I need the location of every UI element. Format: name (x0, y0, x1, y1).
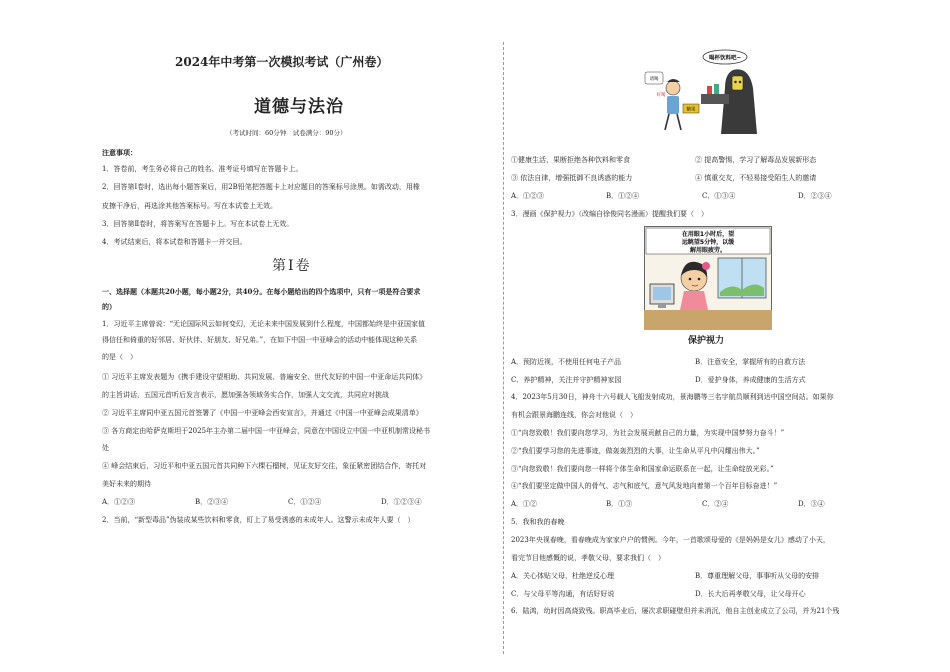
q2-option-c: C．①③④ (702, 192, 736, 200)
monitor-stand (658, 304, 666, 308)
note-line: 皮擦干净后，再选涂其他答案标号。写在本试卷上无效。 (102, 202, 277, 210)
q2-option-a: A．①②③ (511, 192, 545, 200)
q3-option-b: B．注意安全，掌握所有的自救方法 (695, 358, 806, 366)
q1-option-c: C．①②④ (288, 498, 322, 506)
q5-title: 5．我和我的春晚 (511, 518, 565, 526)
column-divider (503, 42, 504, 654)
section-heading: 一、选择题（本题共20小题，每小题2分，共40分。在每小题给出的四个选项中，只有一项是符合要求 (102, 287, 421, 296)
comic-caption: 保护视力 (688, 336, 725, 346)
notes-title: 注意事项： (102, 148, 137, 157)
q1-line: 处 (102, 444, 109, 452)
q4-line: ④“我们要坚定做中国人的骨气、志气和底气，意气风发地向着第一个百年目标奋进！” (511, 482, 778, 490)
q3-stem: 3．漫画《保护视力》（改编自徐俊同名漫画）提醒我们要（ ） (511, 210, 708, 218)
drink-can (707, 86, 712, 94)
speech-line: 在用眼1小时后，望 (681, 231, 735, 238)
q3-option-d: D．爱护身体，养成健康的生活方式 (695, 376, 806, 384)
child-body (667, 96, 679, 114)
q1-line: 美好未来的期待 (102, 480, 151, 488)
q2-stem: 2．当前，“新型毒品”伪装成某些饮料和零食，盯上了易受诱惑的未成年人。这警示未成年人要（ ） (102, 516, 415, 524)
q2-option-b: B．①②④ (606, 192, 640, 200)
subject-title: 道德与法治 (254, 97, 344, 117)
desk (644, 310, 772, 330)
q4-option-b: B．①③ (606, 500, 633, 508)
q5-option-b: B．尊重理解父母，事事听从父母的安排 (695, 572, 820, 580)
q2-choice-4: ④ 慎重交友，不轻易接受陌生人的邀请 (695, 174, 817, 182)
q1-line: 1．习近平主席曾说：“无论国际风云如何变幻，无论未来中国发展到什么程度，中国都始终是中亚国家值 (102, 320, 426, 328)
girl-dress (680, 291, 708, 310)
section-heading-cont: 的） (102, 302, 116, 311)
q2-choice-3: ③ 依法自律，增强抵御不良诱惑的能力 (511, 174, 633, 182)
bubble-text: 喝杯饮料吧~ (708, 55, 742, 62)
q4-line: ①“向您致敬！我们要向您学习，为社会发展贡献自己的力量，为实现中国梦努力奋斗！” (511, 429, 785, 437)
q1-line: ② 习近平主席同中亚五国元首签署了《中国一中亚峰会西安宣言》，并通过《中国一中亚峰会成果清单》 (102, 409, 423, 417)
speech-line: 解用眼疲劳。 (689, 247, 727, 254)
q4-option-a: A．①② (511, 500, 538, 508)
candy-box-label: 糖果 (686, 107, 696, 113)
volume-title: 第Ⅰ卷 (272, 258, 312, 274)
drink-bottle (714, 84, 719, 94)
q1-option-a: A．①②③ (102, 498, 136, 506)
reaper-eye (739, 81, 741, 83)
hair-bow (702, 262, 710, 270)
q4-line: 有机会跟景海鹏连线，你会对他说（ ） (511, 411, 637, 419)
q4-option-d: D．③④ (798, 500, 825, 508)
q1-line: 的是（ ） (102, 353, 137, 361)
q3-option-a: A．预防近视，不使用任何电子产品 (511, 358, 622, 366)
note-line: 3．回答第Ⅱ卷时，将答案写在答题卡上。写在本试卷上无效。 (102, 220, 294, 228)
exam-info: （考试时间：60分钟 试卷满分：90分） (226, 129, 347, 137)
q4-line: ②“我们要学习您的先进事迹，做轰轰烈烈的大事，让生命从平凡中闪耀出伟大。” (511, 447, 760, 455)
q1-option-d: D．①②③④ (381, 498, 422, 506)
monitor-screen (653, 287, 671, 300)
speech-line: 远眺望5分钟，以缓 (681, 239, 735, 246)
child-legs (665, 114, 681, 130)
girl-eye (698, 278, 701, 281)
q3-option-c: C．养护精神，关注并守护精神家园 (511, 376, 622, 384)
q5-option-a: A．关心体贴父母，杜绝逆反心理 (511, 572, 615, 580)
q6-stem: 6．陆鸿，幼时因高烧致残。职高毕业后，屡次求职碰壁但并未消沉，他自主创业成立了公司，并为21个残 (511, 607, 840, 615)
girl-eye (689, 278, 692, 281)
reaper-eye (734, 81, 736, 83)
small-sign-text: 请喝 (649, 77, 659, 82)
q1-line: ① 习近平主席发表题为《携手建设守望相助、共同发展、普遍安全、世代友好的中国一中亚命运共同体》 (102, 373, 427, 381)
q5-option-d: D．长大后再孝敬父母，让父母开心 (695, 590, 806, 598)
protect-vision-comic (644, 226, 772, 330)
q5-option-c: C．与父母平等沟通，有话好好说 (511, 590, 615, 598)
q1-line: ③ 各方商定由哈萨克斯坦于2025年主办第二届中国一中亚峰会，同意在中国设立中国一中亚机制常设秘书 (102, 427, 431, 435)
child-hair (667, 79, 680, 82)
q1-line: 的主旨讲话，五国元首听后发言表示，愿加强各领域务实合作，加强人文交流，共同应对挑战 (102, 391, 389, 399)
note-line: 1．答卷前，考生务必将自己的姓名、准考证号填写在答题卡上。 (102, 165, 303, 173)
q2-choice-2: ② 提高警惕，学习了解毒品发展新形态 (695, 156, 817, 164)
q1-option-b: B．②③④ (195, 498, 229, 506)
note-line: 4．考试结束后，将本试卷和答题卡一并交回。 (102, 238, 247, 246)
q5-line: 看完节目他感慨的说，孝敬父母，要求我们（ ） (511, 554, 665, 562)
q1-line: ④ 峰会结束后，习近平和中亚五国元首共同种下六棵石榴树，见证友好交往，象征紧密团结合作，寄托对 (102, 462, 427, 470)
tray (701, 94, 729, 104)
q1-line: 得信任和倚重的好邻居、好伙伴、好朋友、好兄弟。”，在如下中国一中亚峰会的活动中能体现这种关系 (102, 336, 418, 344)
q4-line: 4．2023年5月30日，神舟十六号载人飞船发射成功，景海鹏等三名宇航员顺利到达中国空间站。如果你 (511, 393, 834, 401)
q4-option-c: C．②④ (702, 500, 729, 508)
note-line: 2．回答第Ⅰ卷时，选出每小题答案后，用2B铅笔把答题卡上对应题目的答案标号涂黑。如需改动，用橡 (102, 183, 420, 191)
q2-option-d: D．②③④ (798, 192, 832, 200)
q4-line: ③“向您致敬！我们要向您一样将个体生命和国家命运联系在一起，让生命绽放光彩。” (511, 465, 774, 473)
child-head (666, 81, 680, 95)
child-label: 好喝 (656, 93, 666, 98)
reaper-face (732, 76, 743, 90)
q5-line: 2023年央视春晚，看春晚成为家家户户的惯例。今年，一首歌颂母爱的《是妈妈是女儿》感动了小天， (511, 536, 830, 544)
q2-choice-1: ①健康生活，果断拒绝各种饮料和零食 (511, 156, 630, 164)
exam-title: 2024年中考第一次模拟考试（广州卷） (175, 55, 389, 69)
drug-warning-illustration (637, 48, 765, 140)
